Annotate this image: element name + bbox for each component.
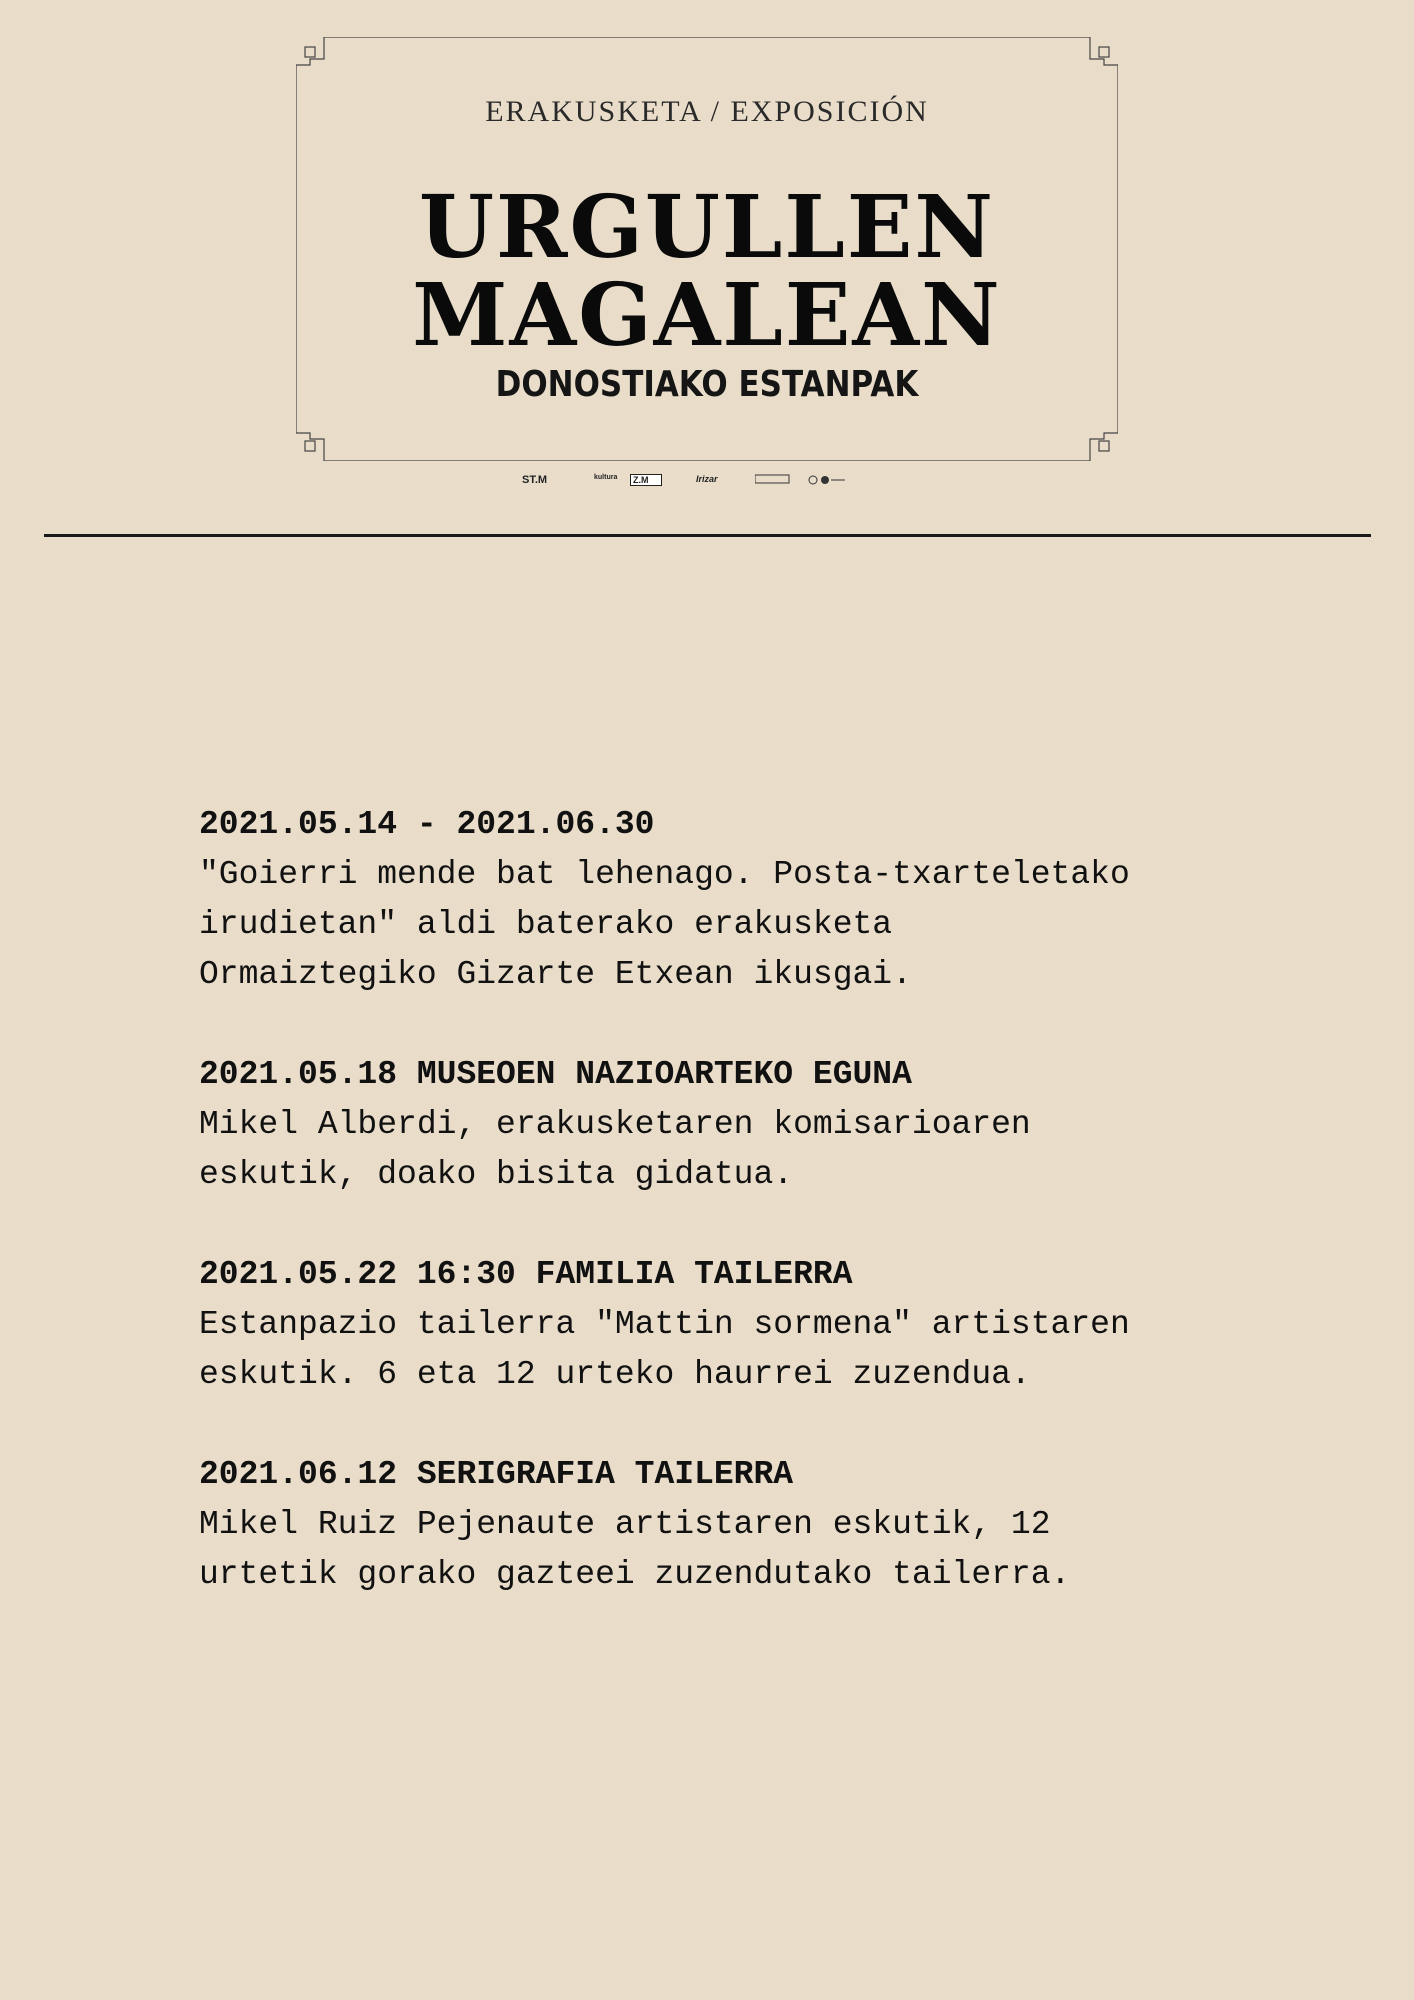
event-item	[199, 1450, 1259, 1600]
exhibition-title-line1: URGULLEN	[418, 177, 995, 278]
stm-logo: ST.M	[522, 474, 548, 486]
event-heading: 2021.05.18 MUSEOEN NAZIOARTEKO EGUNA	[199, 1056, 912, 1093]
event-description: Estanpazio tailerra "Mattin sormena" artistaren eskutik. 6 eta 12 urteko haurrei zuzendua.	[199, 1306, 1130, 1393]
section-divider	[44, 534, 1371, 537]
irizar-logo: Irizar	[696, 474, 718, 484]
event-description: "Goierri mende bat lehenago. Posta-txarteletako irudietan" aldi baterako erakusketa Ormaiztegiko Gizarte Etxean ikusgai.	[199, 856, 1130, 993]
kultura-logo: kultura	[594, 474, 618, 481]
event-item	[199, 1250, 1259, 1400]
event-heading: 2021.06.12 SERIGRAFIA TAILERRA	[199, 1456, 794, 1493]
event-item	[199, 800, 1259, 1000]
exhibition-title-line2: MAGALEAN	[412, 265, 1002, 366]
event-item	[199, 1050, 1259, 1200]
event-heading: 2021.05.22 16:30 FAMILIA TAILERRA	[199, 1256, 853, 1293]
sponsor-logos	[520, 470, 860, 496]
zm-logo: Z.M	[630, 474, 662, 486]
institution-logos-icon	[755, 472, 845, 488]
event-heading: 2021.05.14 - 2021.06.30	[199, 806, 655, 843]
asterisk-divider-icon	[616, 115, 836, 145]
events-list	[199, 800, 1259, 1650]
exhibition-banner	[296, 37, 1118, 461]
exhibition-subtitle: DONOSTIAKO ESTANPAK	[495, 364, 919, 405]
exhibition-kicker: ERAKUSKETA / EXPOSICIÓN	[485, 95, 929, 128]
event-description: Mikel Ruiz Pejenaute artistaren eskutik, 12 urtetik gorako gazteei zuzendutako tailerra.	[199, 1506, 1071, 1593]
event-description: Mikel Alberdi, erakusketaren komisarioaren eskutik, doako bisita gidatua.	[199, 1106, 1031, 1193]
